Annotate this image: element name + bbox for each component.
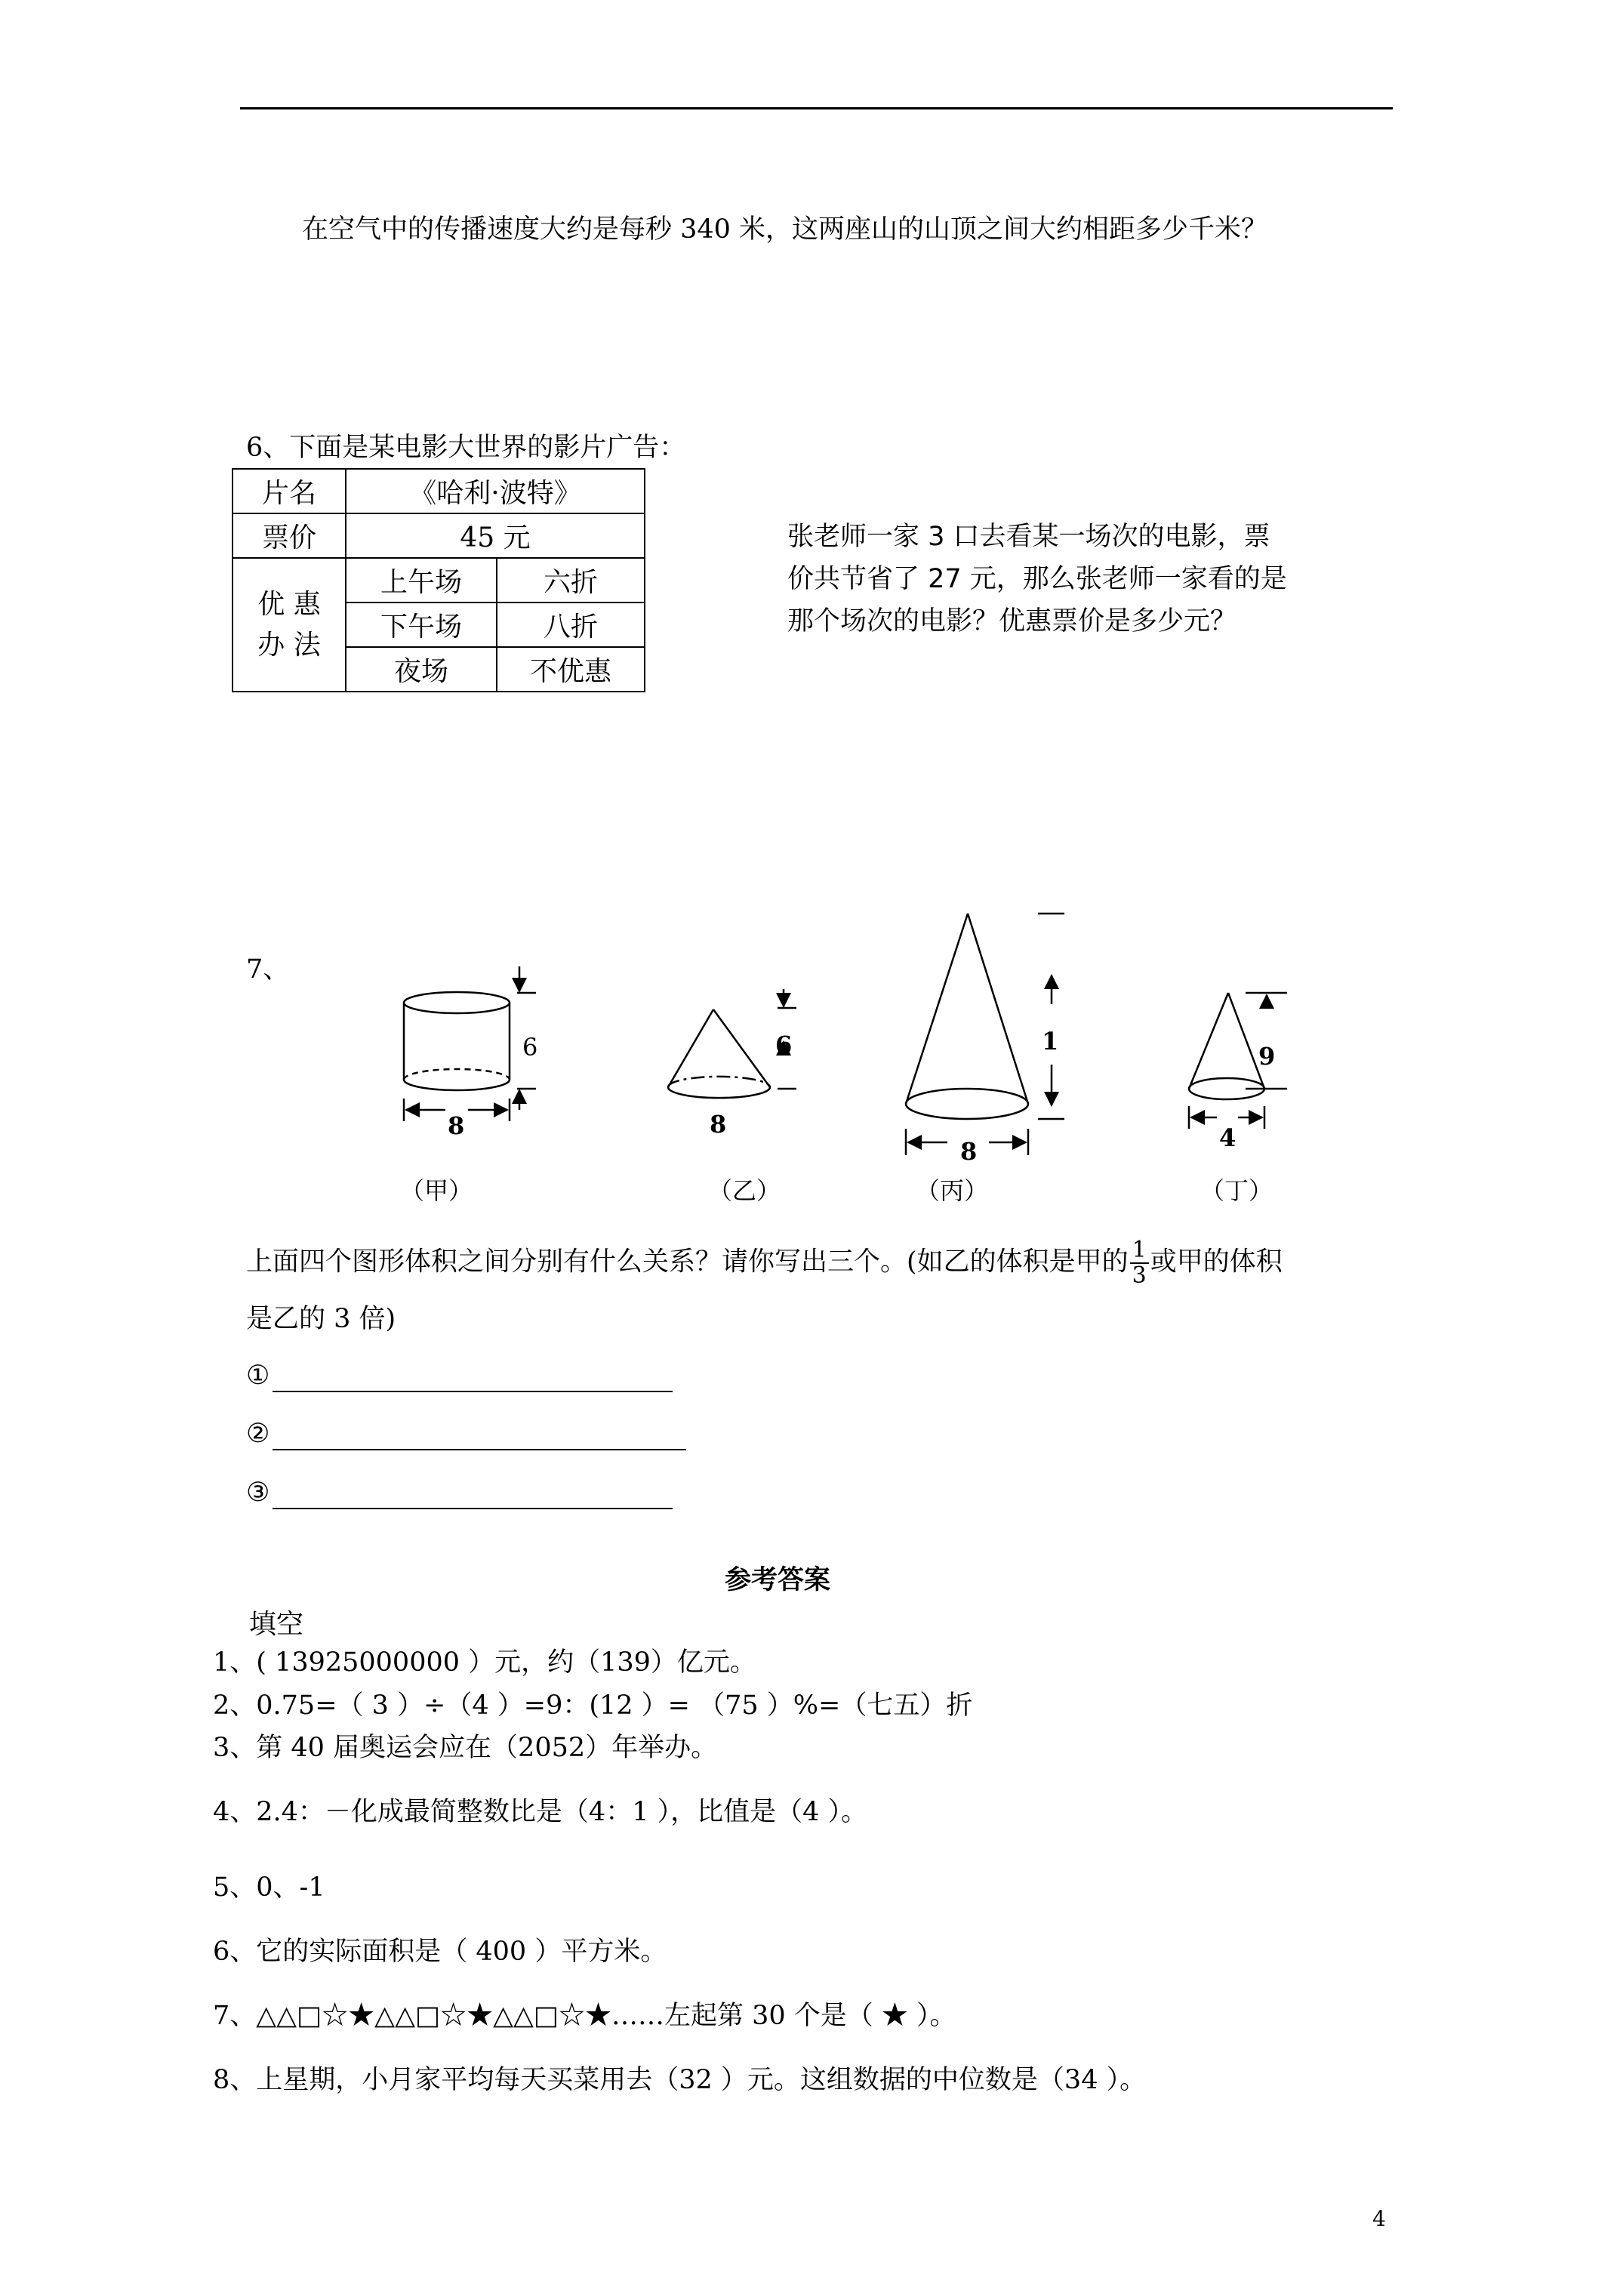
q6-problem-line: 价共节省了 27 元，那么张老师一家看的是 [787,564,1287,594]
q6-heading: 6、下面是某电影大世界的影片广告： [246,433,686,463]
discount-label-line2: 办 法 [257,629,321,661]
answer-item: 3、第 40 届奥运会应在（2052）年举办。 [213,1733,718,1763]
answer-blank[interactable] [273,1422,686,1450]
dim-cone-yi-height: 6 [775,1031,793,1059]
caption-bing: （丙） [916,1176,989,1205]
price-value: 45 元 [346,513,645,558]
answer-key-section: 填空 [249,1609,304,1640]
answer-line-1[interactable] [246,1359,673,1392]
answer-item: 6、它的实际面积是（ 400 ）平方米。 [213,1937,667,1967]
price-label: 票价 [233,513,346,558]
q7-question-line1 [246,1238,1283,1288]
session-afternoon: 下午场 [346,603,497,647]
q6-problem-line: 那个场次的电影？优惠票价是多少元？ [787,606,1237,636]
answer-blank[interactable] [273,1364,673,1392]
q7-question-before: 上面四个图形体积之间分别有什么关系？请你写出三个。(如乙的体积是甲的 [246,1247,1129,1277]
rate-morning: 六折 [497,558,645,603]
discount-label-line1: 优 惠 [257,588,321,620]
session-morning: 上午场 [346,558,497,603]
q7-question-after: 或甲的体积 [1150,1247,1283,1277]
dim-cylinder-diameter: 8 [448,1111,465,1140]
rate-afternoon: 八折 [497,603,645,647]
movie-ad-table [232,468,645,692]
q6-problem-line: 张老师一家 3 口去看某一场次的电影，票 [787,522,1270,552]
cylinder-figure [404,966,536,1121]
dim-cone-ding-height: 9 [1258,1042,1276,1071]
answer-marker: ① [246,1361,270,1391]
answer-item: 1、( 13925000000 ）元，约（139）亿元。 [213,1647,756,1678]
answer-marker: ③ [246,1478,270,1508]
answer-line-2[interactable] [246,1417,686,1450]
answer-key-title: 参考答案 [725,1565,831,1595]
answer-blank[interactable] [273,1481,673,1509]
session-night: 夜场 [346,647,497,692]
fraction-numerator: 1 [1130,1238,1149,1264]
answer-line-3[interactable] [246,1476,673,1509]
dim-cone-bing-diameter: 8 [960,1137,978,1166]
dim-cone-ding-diameter: 4 [1219,1123,1236,1152]
dim-cone-yi-diameter: 8 [710,1110,727,1139]
film-label: 片名 [233,469,346,513]
dim-cone-bing-height: 1 [1042,1027,1059,1056]
answer-item: 2、0.75=（ 3 ）÷（4 ）=9：(12 ）= （75 ）%=（七五）折 [213,1690,973,1721]
caption-ding: （丁） [1200,1176,1273,1205]
caption-jia: （甲） [400,1176,473,1205]
caption-yi: （乙） [708,1176,781,1205]
q7-question-line2: 是乙的 3 倍) [246,1304,396,1334]
q5-continuation-text: 在空气中的传播速度大约是每秒 340 米，这两座山的山顶之间大约相距多少千米？ [302,214,1268,245]
cone-bing-figure [906,914,1064,1155]
dim-cylinder-height: 6 [522,1033,538,1062]
answer-marker: ② [246,1419,270,1449]
fraction-denominator: 3 [1132,1262,1147,1289]
answer-item: 8、上星期，小月家平均每天买菜用去（32 ）元。这组数据的中位数是（34 ）。 [213,2065,1147,2095]
solid-figures [0,891,1623,1216]
q7-number: 7、 [246,954,290,985]
discount-label [233,558,346,692]
one-third-fraction [1130,1238,1149,1288]
answer-item: 5、0、-1 [213,1872,325,1903]
header-rule [240,107,1393,109]
rate-night: 不优惠 [497,647,645,692]
answer-item: 7、△△□☆★△△□☆★△△□☆★……左起第 30 个是（ ★ ）。 [213,2001,956,2031]
film-value: 《哈利·波特》 [346,469,645,513]
answer-item: 4、2.4：－化成最简整数比是（4：1 ），比值是（4 ）。 [213,1797,867,1827]
page-number: 4 [1372,2206,1386,2231]
q6-problem [787,516,1287,643]
